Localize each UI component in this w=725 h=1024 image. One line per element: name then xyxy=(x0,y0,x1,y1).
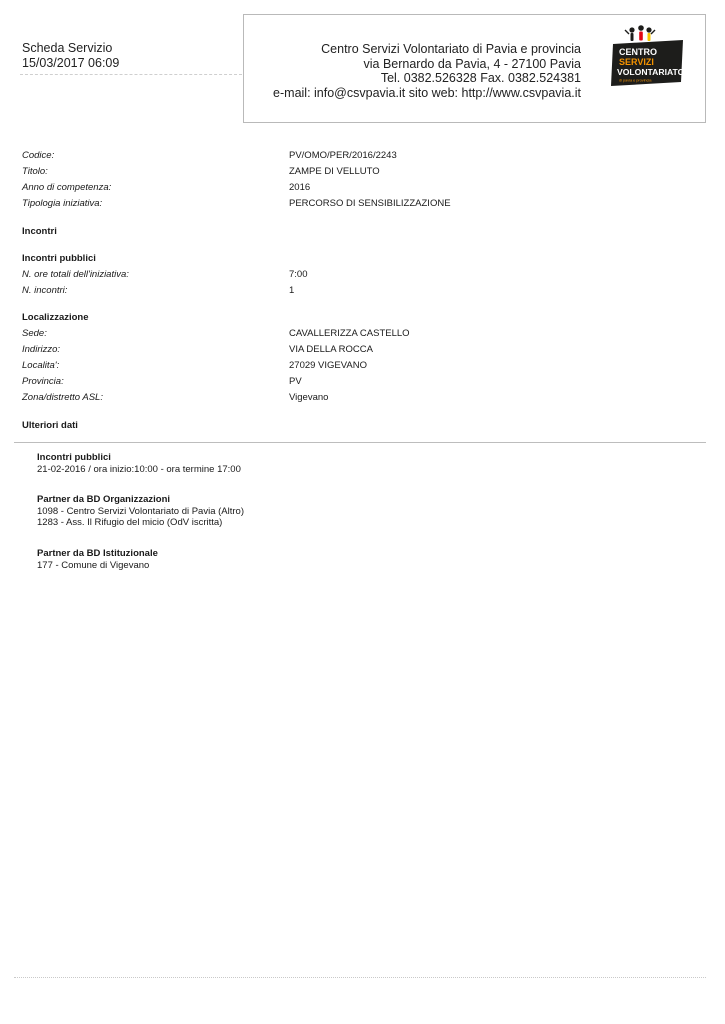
partner-istituzionale-block xyxy=(37,548,158,571)
csv-logo-icon xyxy=(607,24,685,90)
header-divider xyxy=(20,74,242,75)
provincia-value: PV xyxy=(289,376,302,387)
logo-line-1: CENTRO xyxy=(619,47,657,57)
partner-organizzazioni-item: 1098 - Centro Servizi Volontariato di Pavia (Altro) xyxy=(37,505,244,517)
partner-organizzazioni-title: Partner da BD Organizzazioni xyxy=(37,494,171,505)
organization-box xyxy=(243,14,706,123)
indirizzo-label: Indirizzo: xyxy=(22,344,61,355)
incontri-pubblici-block xyxy=(37,452,241,475)
partner-organizzazioni-item: 1283 - Ass. Il Rifugio del micio (OdV iscritta) xyxy=(37,517,223,528)
document-header xyxy=(22,41,119,71)
ore-totali-label: N. ore totali dell'iniziativa: xyxy=(22,269,129,280)
anno-label: Anno di competenza: xyxy=(22,182,112,193)
ore-totali-value: 7:00 xyxy=(289,269,308,280)
document-title: Scheda Servizio xyxy=(22,41,113,55)
organization-info xyxy=(273,42,581,100)
tipologia-value: PERCORSO DI SENSIBILIZZAZIONE xyxy=(289,198,451,209)
sede-value: CAVALLERIZZA CASTELLO xyxy=(289,328,410,339)
incontri-pubblici-title: Incontri pubblici xyxy=(37,452,111,463)
zona-asl-label: Zona/distretto ASL: xyxy=(22,392,103,403)
section-divider xyxy=(14,442,706,443)
organization-address: via Bernardo da Pavia, 4 - 27100 Pavia xyxy=(363,56,581,71)
tipologia-label: Tipologia iniziativa: xyxy=(22,198,103,209)
titolo-value: ZAMPE DI VELLUTO xyxy=(289,166,380,177)
zona-asl-value: Vigevano xyxy=(289,392,329,403)
codice-value: PV/OMO/PER/2016/2243 xyxy=(289,150,397,161)
titolo-label: Titolo: xyxy=(22,166,48,177)
anno-value: 2016 xyxy=(289,182,311,193)
logo-line-2: SERVIZI xyxy=(619,57,654,67)
codice-label: Codice: xyxy=(22,150,55,161)
document-datetime: 15/03/2017 06:09 xyxy=(22,56,120,70)
incontri-pubblici-line: 21-02-2016 / ora inizio:10:00 - ora termine 17:00 xyxy=(37,463,241,475)
partner-istituzionale-item: 177 - Comune di Vigevano xyxy=(37,559,150,571)
partner-organizzazioni-block xyxy=(37,494,244,529)
incontri-pubblici-heading: Incontri pubblici xyxy=(22,253,96,264)
organization-contacts: e-mail: info@csvpavia.it sito web: http://www.csvpavia.it xyxy=(273,85,581,100)
localita-value: 27029 VIGEVANO xyxy=(289,360,367,371)
footer-divider xyxy=(14,977,706,978)
organization-phone: Tel. 0382.526328 Fax. 0382.524381 xyxy=(380,71,581,85)
logo-tagline: di pavia e provincia xyxy=(619,78,652,83)
indirizzo-value: VIA DELLA ROCCA xyxy=(289,344,373,355)
partner-istituzionale-title: Partner da BD Istituzionale xyxy=(37,548,158,559)
localizzazione-heading: Localizzazione xyxy=(22,312,89,323)
logo-line-3: VOLONTARIATO xyxy=(617,67,685,77)
ulteriori-dati-heading: Ulteriori dati xyxy=(22,420,78,431)
localita-label: Localita': xyxy=(22,360,60,371)
incontri-heading: Incontri xyxy=(22,226,57,237)
num-incontri-label: N. incontri: xyxy=(22,285,68,296)
sede-label: Sede: xyxy=(22,328,47,339)
organization-name: Centro Servizi Volontariato di Pavia e provincia xyxy=(321,42,581,56)
num-incontri-value: 1 xyxy=(289,285,295,296)
provincia-label: Provincia: xyxy=(22,376,64,387)
